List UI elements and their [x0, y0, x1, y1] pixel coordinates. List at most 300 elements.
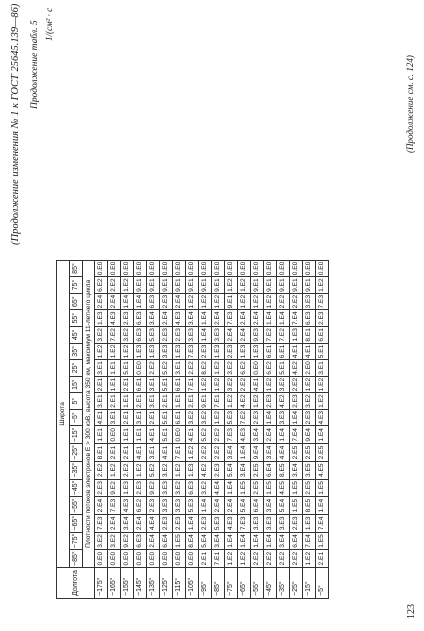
table-row — [147, 260, 160, 598]
table-cell: 2.E1 — [160, 393, 173, 410]
continuation-note: (Продолжение см. с. 124) — [405, 55, 415, 153]
table-row — [173, 260, 186, 598]
table-cell: 3.E3 — [160, 497, 173, 515]
table-cell: 2.E1 — [316, 550, 329, 568]
table-cell: 4.E5 — [316, 461, 329, 479]
table-cell: 2.E3 — [173, 514, 186, 532]
table-cell: 2.E2 — [290, 293, 303, 310]
table-cell: 6.E1 — [316, 327, 329, 344]
table-cell: 3.E2 — [121, 327, 134, 344]
table-row — [264, 260, 277, 598]
table-cell: 2.E4 — [173, 293, 186, 310]
table-cell: 0.E0 — [95, 550, 108, 568]
table-cell: 6.E4 — [251, 497, 264, 515]
table-row — [95, 260, 108, 598]
table-cell: 6.E3 — [186, 479, 199, 497]
row-longitude: −155° — [121, 568, 134, 599]
table-cell: 2.E4 — [212, 497, 225, 515]
table-cell: 2.E5 — [303, 444, 316, 462]
row-longitude: −105° — [186, 568, 199, 599]
table-cell: 6.E3 — [303, 310, 316, 327]
table-cell: 5.E3 — [225, 409, 238, 426]
table-cell: 6.E3 — [134, 310, 147, 327]
flux-table — [56, 260, 329, 599]
table-cell: 9.E1 — [134, 277, 147, 294]
table-cell: 1.E2 — [316, 277, 329, 294]
table-cell: 5.E4 — [277, 497, 290, 515]
table-cell: 4.E4 — [147, 514, 160, 532]
table-cell: 2.E1 — [108, 444, 121, 462]
table-cell: 2.E3 — [290, 393, 303, 410]
table-cell: 3.E3 — [303, 293, 316, 310]
table-cell: 0.E0 — [147, 550, 160, 568]
table-cell: 3.E2 — [199, 479, 212, 497]
table-cell: 4.E1 — [186, 426, 199, 444]
table-cell: 0.E0 — [134, 550, 147, 568]
table-cell: 1.E4 — [264, 310, 277, 327]
table-cell: 7.E4 — [290, 310, 303, 327]
table-cell: 9.E1 — [160, 277, 173, 294]
table-cell: 5.E2 — [160, 360, 173, 377]
table-cell: 3.E4 — [212, 532, 225, 550]
table-cell: 4.E2 — [290, 360, 303, 377]
table-cell: 1.E1 — [95, 426, 108, 444]
table-cell: 1.E2 — [264, 376, 277, 393]
table-cell: 3.E2 — [277, 376, 290, 393]
table-cell: 3.E3 — [277, 409, 290, 426]
table-cell: 7.E2 — [108, 327, 121, 344]
table-cell: 1.E4 — [121, 293, 134, 310]
table-cell: 2.E2 — [238, 376, 251, 393]
column-header: 55° — [70, 310, 83, 327]
table-cell: 3.E4 — [186, 310, 199, 327]
row-longitude: −15° — [303, 568, 316, 599]
table-cell: 6.E1 — [173, 409, 186, 426]
table-cell: 2.E2 — [290, 376, 303, 393]
table-cell: 1.E5 — [238, 479, 251, 497]
table-cell: 1.E2 — [225, 550, 238, 568]
table-cell: 6.E2 — [238, 360, 251, 377]
table-row — [212, 260, 225, 598]
table-cell: 1.E2 — [303, 376, 316, 393]
table-cell: 3.E3 — [251, 514, 264, 532]
table-cell: 9.E4 — [251, 444, 264, 462]
table-cell: 8.E1 — [95, 444, 108, 462]
table-cell: 3.E4 — [277, 532, 290, 550]
table-row — [160, 260, 173, 598]
table-cell: 0.E0 — [108, 260, 121, 277]
table-cell: 2.E3 — [173, 327, 186, 344]
table-row — [134, 260, 147, 598]
table-cell: 2.E3 — [212, 461, 225, 479]
table-cell: 1.E2 — [251, 293, 264, 310]
table-cell: 1.E4 — [186, 514, 199, 532]
table-cell: 3.E4 — [251, 426, 264, 444]
page-header-title: (Продолжение изменения № 1 к ГОСТ 25645.139—86) — [10, 3, 21, 245]
table-cell: 1.E2 — [212, 409, 225, 426]
table-cell: 2.E4 — [108, 514, 121, 532]
table-cell: 2.E2 — [277, 293, 290, 310]
table-row — [251, 260, 264, 598]
table-cell: 1.E2 — [238, 293, 251, 310]
table-cell: 2.E1 — [121, 444, 134, 462]
table-cell: 5.E1 — [316, 343, 329, 360]
table-cell: 7.E4 — [303, 532, 316, 550]
table-cell: 6.E4 — [264, 461, 277, 479]
table-cell: 6.E3 — [147, 293, 160, 310]
table-cell: 3.E2 — [173, 479, 186, 497]
column-header: 15° — [70, 376, 83, 393]
table-cell: 7.E4 — [290, 426, 303, 444]
table-cell: 6.E2 — [95, 277, 108, 294]
row-longitude: −65° — [238, 568, 251, 599]
table-row — [108, 260, 121, 598]
table-cell: 9.E2 — [108, 479, 121, 497]
column-header: 65° — [70, 293, 83, 310]
table-cell: 2.E3 — [316, 310, 329, 327]
table-cell: 0.E0 — [108, 426, 121, 444]
table-cell: 2.E4 — [134, 514, 147, 532]
table-cell: 3.E1 — [147, 376, 160, 393]
table-cell: 2.E2 — [95, 461, 108, 479]
table-row — [186, 260, 199, 598]
table-cell: 1.E2 — [108, 343, 121, 360]
page-number: 123 — [406, 604, 417, 619]
table-cell: 2.E3 — [160, 293, 173, 310]
table-cell: 0.E0 — [134, 360, 147, 377]
table-cell: 1.E4 — [199, 497, 212, 515]
table-cell: 1.E2 — [251, 393, 264, 410]
table-cell: 2.E4 — [108, 293, 121, 310]
unit-label: 1/(см² · с — [44, 7, 54, 41]
table-cell: 2.E3 — [134, 479, 147, 497]
table-continuation-label: Продолжение табл. 5 — [30, 20, 40, 109]
table-cell: 0.E0 — [277, 260, 290, 277]
table-cell: 1.E1 — [173, 393, 186, 410]
table-cell: 4.E2 — [277, 393, 290, 410]
table-cell: 9.E1 — [225, 293, 238, 310]
table-cell: 4.E3 — [238, 426, 251, 444]
table-cell: 3.E5 — [303, 461, 316, 479]
table-cell: 2.E2 — [251, 550, 264, 568]
table-cell: 4.E4 — [212, 479, 225, 497]
table-cell: 2.E4 — [264, 426, 277, 444]
table-cell: 1.E4 — [264, 532, 277, 550]
row-longitude: −55° — [251, 568, 264, 599]
table-cell: 1.E4 — [134, 293, 147, 310]
table-cell: 1.E1 — [121, 393, 134, 410]
table-cell: 7.E3 — [316, 293, 329, 310]
table-cell: 0.E0 — [251, 260, 264, 277]
table-cell: 1.E3 — [238, 343, 251, 360]
table-cell: 1.E2 — [199, 376, 212, 393]
table-row — [199, 260, 212, 598]
table-cell: 1.E1 — [108, 360, 121, 377]
table-row — [277, 260, 290, 598]
table-cell: 3.E4 — [225, 444, 238, 462]
row-longitude: −25° — [290, 568, 303, 599]
table-cell: 1.E5 — [290, 479, 303, 497]
latitude-header: Широта — [57, 260, 70, 567]
table-row — [225, 260, 238, 598]
table-cell: 2.E2 — [186, 360, 199, 377]
table-cell: 2.E2 — [121, 461, 134, 479]
column-header: 45° — [70, 327, 83, 344]
row-longitude: −35° — [277, 568, 290, 599]
table-cell: 3.E4 — [290, 461, 303, 479]
table-cell: 2.E1 — [121, 409, 134, 426]
table-cell: 7.E1 — [212, 550, 225, 568]
table-cell: 7.E2 — [238, 409, 251, 426]
table-cell: 2.E4 — [212, 310, 225, 327]
table-cell: 1.E2 — [134, 461, 147, 479]
row-longitude: −115° — [173, 568, 186, 599]
table-cell: 4.E3 — [121, 497, 134, 515]
table-cell: 1.E5 — [316, 479, 329, 497]
table-cell: 2.E4 — [225, 327, 238, 344]
table-cell: 0.E0 — [251, 360, 264, 377]
table-cell: 1.E5 — [290, 497, 303, 515]
table-cell: 1.E1 — [134, 426, 147, 444]
table-cell: 2.E3 — [225, 343, 238, 360]
column-header: 25° — [70, 360, 83, 377]
row-longitude: −95° — [199, 568, 212, 599]
table-cell: 2.E3 — [199, 514, 212, 532]
table-cell: 2.E2 — [277, 550, 290, 568]
table-cell: 5.E2 — [199, 426, 212, 444]
table-cell: 0.E0 — [134, 260, 147, 277]
table-cell: 1.E4 — [277, 426, 290, 444]
table-cell: 1.E4 — [225, 532, 238, 550]
table-cell: 5.E2 — [147, 461, 160, 479]
table-cell: 2.E2 — [212, 444, 225, 462]
table-cell: 5.E3 — [147, 327, 160, 344]
table-cell: 1.E2 — [225, 277, 238, 294]
table-cell: 9.E1 — [173, 277, 186, 294]
table-cell: 7.E3 — [225, 310, 238, 327]
table-cell: 9.E1 — [264, 277, 277, 294]
table-cell: 1.E2 — [121, 343, 134, 360]
table-caption: Плотности потоков электронов E > 300 кэВ, высота 350 км, максимум 11-летнего цикла — [83, 260, 95, 567]
table-cell: 1.E2 — [121, 277, 134, 294]
table-cell: 1.E3 — [290, 327, 303, 344]
table-cell: 2.E3 — [147, 497, 160, 515]
table-cell: 7.E4 — [316, 514, 329, 532]
table-cell: 4.E5 — [277, 479, 290, 497]
table-cell: 4.E3 — [108, 310, 121, 327]
table-cell: 3.E4 — [238, 461, 251, 479]
table-cell: 1.E4 — [316, 497, 329, 515]
table-cell: 7.E3 — [95, 514, 108, 532]
table-cell: 2.E4 — [95, 497, 108, 515]
table-cell: 4.E1 — [147, 426, 160, 444]
table-cell: 0.E0 — [160, 550, 173, 568]
table-cell: 2.E5 — [251, 479, 264, 497]
table-cell: 9.E2 — [147, 479, 160, 497]
table-cell: 1.E3 — [212, 343, 225, 360]
table-cell: 1.E2 — [186, 444, 199, 462]
table-cell: 7.E1 — [173, 444, 186, 462]
table-cell: 2.E3 — [290, 514, 303, 532]
table-cell: 3.E4 — [121, 514, 134, 532]
table-cell: 1.E4 — [264, 409, 277, 426]
table-cell: 0.E0 — [212, 260, 225, 277]
table-cell: 6.E1 — [264, 343, 277, 360]
table-cell: 1.E4 — [316, 426, 329, 444]
column-header: −65° — [70, 514, 83, 532]
table-cell: 7.E3 — [238, 514, 251, 532]
table-cell: 9.E1 — [277, 277, 290, 294]
table-cell: 3.E3 — [186, 327, 199, 344]
table-cell: 9.E1 — [147, 277, 160, 294]
table-cell: 0.E0 — [290, 260, 303, 277]
table-cell: 4.E1 — [160, 444, 173, 462]
row-longitude: −75° — [225, 568, 238, 599]
table-cell: 1.E4 — [225, 479, 238, 497]
table-cell: 4.E3 — [225, 514, 238, 532]
table-cell: 1.E2 — [199, 293, 212, 310]
table-cell: 2.E4 — [147, 532, 160, 550]
table-cell: 6.E1 — [173, 376, 186, 393]
table-cell: 1.E2 — [186, 293, 199, 310]
table-cell: 0.E0 — [121, 260, 134, 277]
table-cell: 3.E2 — [303, 393, 316, 410]
table-cell: 0.E0 — [173, 260, 186, 277]
table-cell: 4.E2 — [199, 461, 212, 479]
column-header: −85° — [70, 550, 83, 568]
table-cell: 2.E1 — [95, 376, 108, 393]
table-cell: 3.E1 — [173, 360, 186, 377]
table-cell: 0.E0 — [199, 260, 212, 277]
table-cell: 8.E1 — [303, 327, 316, 344]
table-cell: 0.E0 — [173, 550, 186, 568]
column-header: −5° — [70, 409, 83, 426]
caption-row — [83, 260, 95, 598]
table-cell: 3.E1 — [147, 444, 160, 462]
table-cell: 4.E1 — [290, 343, 303, 360]
table-cell: 7.E1 — [212, 393, 225, 410]
table-cell: 3.E1 — [316, 360, 329, 377]
column-header: −15° — [70, 426, 83, 444]
table-cell: 1.E2 — [316, 393, 329, 410]
table-cell: 3.E3 — [160, 479, 173, 497]
table-cell: 1.E3 — [186, 461, 199, 479]
table-cell: 1.E4 — [251, 532, 264, 550]
table-cell: 9.E1 — [290, 277, 303, 294]
table-cell: 9.E4 — [303, 426, 316, 444]
table-cell: 1.E5 — [173, 532, 186, 550]
table-cell: 3.E3 — [277, 514, 290, 532]
table-cell: 0.E0 — [186, 550, 199, 568]
table-cell: 3.E1 — [95, 393, 108, 410]
table-cell: 3.E3 — [212, 327, 225, 344]
table-cell: 9.E1 — [186, 277, 199, 294]
table-cell: 2.E0 — [303, 360, 316, 377]
table-cell: 7.E1 — [186, 376, 199, 393]
table-cell: 1.E2 — [264, 293, 277, 310]
column-header: 75° — [70, 277, 83, 294]
row-longitude: −175° — [95, 568, 108, 599]
table-cell: 3.E1 — [147, 393, 160, 410]
table-body — [95, 260, 329, 598]
table-row — [121, 260, 134, 598]
table-cell: 2.E2 — [264, 550, 277, 568]
table-cell: 5.E1 — [121, 360, 134, 377]
row-longitude: −145° — [134, 568, 147, 599]
table-cell: 1.E2 — [212, 376, 225, 393]
table-cell: 3.E2 — [225, 376, 238, 393]
table-cell: 6.E2 — [264, 360, 277, 377]
table-cell: 9.E3 — [251, 327, 264, 344]
table-cell: 2.E5 — [316, 444, 329, 462]
table-cell: 1.E3 — [147, 343, 160, 360]
table-cell: 9.E1 — [212, 277, 225, 294]
table-cell: 2.E1 — [134, 393, 147, 410]
table-cell: 1.E4 — [277, 310, 290, 327]
table-cell: 1.E4 — [238, 444, 251, 462]
table-cell: 1.E3 — [121, 479, 134, 497]
table-cell: 2.E2 — [147, 360, 160, 377]
table-cell: 2.E2 — [108, 277, 121, 294]
table-cell: 3.E3 — [264, 514, 277, 532]
table-cell: 3.E3 — [160, 343, 173, 360]
table-cell: 9.E1 — [199, 393, 212, 410]
column-header: 35° — [70, 343, 83, 360]
table-cell: 6.E2 — [134, 497, 147, 515]
table-cell: 6.E3 — [134, 532, 147, 550]
table-cell: 9.E2 — [121, 532, 134, 550]
table-cell: 2.E4 — [95, 293, 108, 310]
table-cell: 0.E0 — [173, 426, 186, 444]
table-cell: 5.E1 — [160, 376, 173, 393]
table-cell: 1.E2 — [238, 277, 251, 294]
table-cell: 7.E3 — [108, 497, 121, 515]
table-cell: 1.E3 — [95, 310, 108, 327]
table-row — [316, 260, 329, 598]
table-cell: 4.E3 — [316, 409, 329, 426]
table-cell: 8.E4 — [186, 532, 199, 550]
table-cell: 2.E4 — [238, 310, 251, 327]
table-cell: 2.E1 — [199, 550, 212, 568]
table-cell: 5.E1 — [277, 360, 290, 377]
table-cell: 8.E5 — [303, 497, 316, 515]
table-cell: 5.E3 — [212, 514, 225, 532]
table-cell: 8.E2 — [199, 360, 212, 377]
table-cell: 1.E3 — [251, 343, 264, 360]
table-cell: 3.E2 — [108, 532, 121, 550]
table-cell: 2.E3 — [303, 409, 316, 426]
table-cell: 8.E5 — [277, 461, 290, 479]
table-cell: 3.E2 — [225, 360, 238, 377]
table-cell: 2.E1 — [108, 393, 121, 410]
table-cell: 0.E0 — [186, 260, 199, 277]
table-cell: 2.E3 — [121, 310, 134, 327]
table-cell: 2.E1 — [121, 376, 134, 393]
table-cell: 1.E2 — [108, 461, 121, 479]
table-cell: 2.E4 — [225, 497, 238, 515]
table-cell: 1.E4 — [290, 409, 303, 426]
table-cell: 1.E2 — [225, 393, 238, 410]
table-cell: 2.E1 — [186, 393, 199, 410]
table-cell: 2.E4 — [238, 327, 251, 344]
table-cell: 2.E3 — [95, 479, 108, 497]
table-cell: 2.E3 — [199, 343, 212, 360]
table-cell: 3.E2 — [199, 409, 212, 426]
table-cell: 3.E2 — [160, 461, 173, 479]
table-cell: 3.E1 — [108, 409, 121, 426]
table-cell: 1.E2 — [316, 376, 329, 393]
table-cell: 3.E2 — [95, 327, 108, 344]
